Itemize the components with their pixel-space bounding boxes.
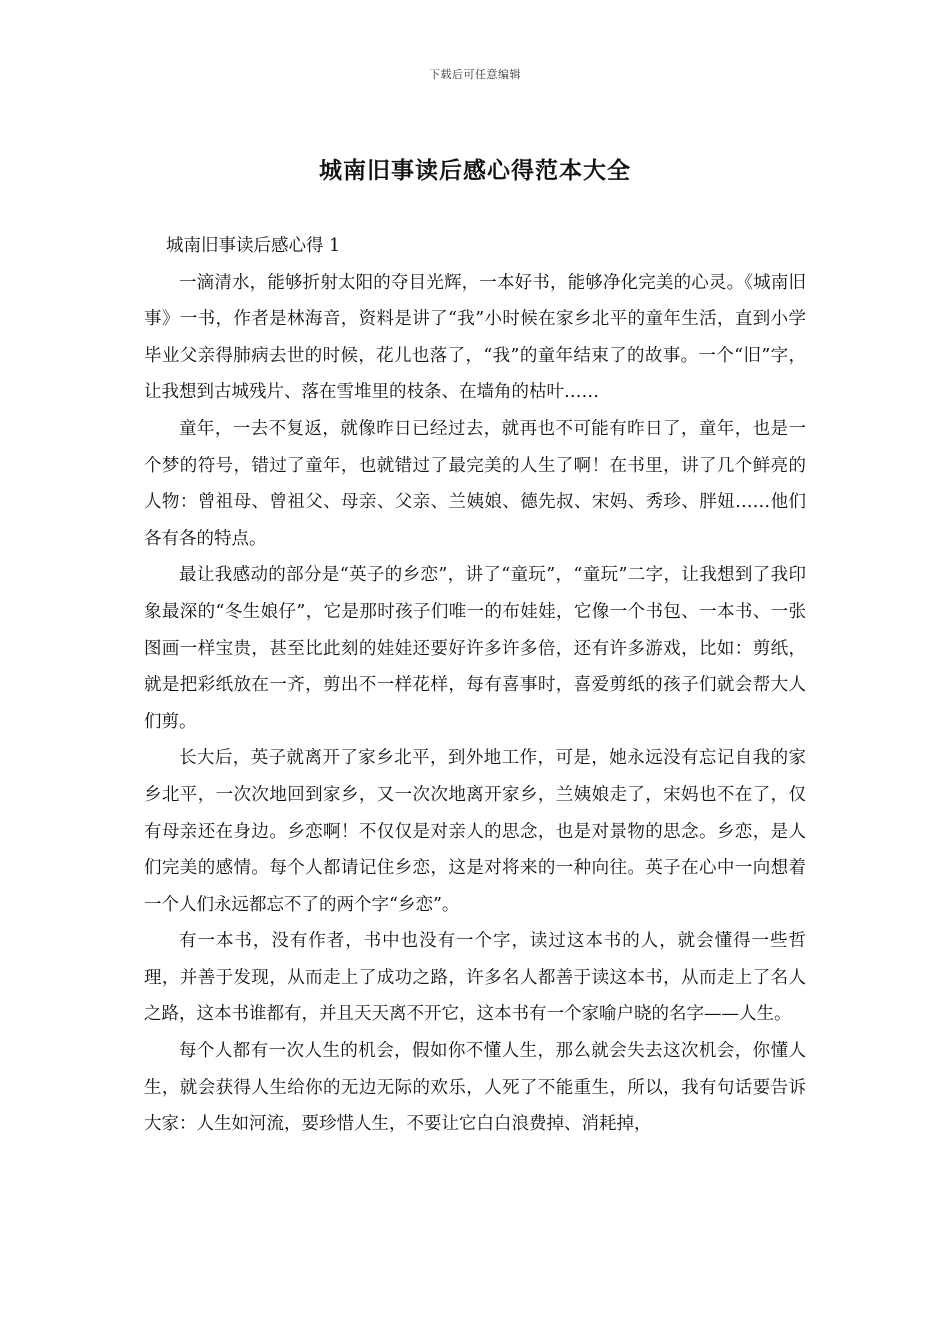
- document-title: 城南旧事读后感心得范本大全: [319, 157, 631, 184]
- paragraph: 童年，一去不复返，就像昨日已经过去，就再也不可能有昨日了，童年，也是一个梦的符号，错过了童年，也就错过了最完美的人生了啊！在书里，讲了几个鲜亮的人物：曾祖母、曾祖父、母亲、父亲、兰姨娘、德先叔、宋妈、秀珍、胖妞……他们各有各的特点。: [144, 418, 806, 549]
- paragraph: 长大后，英子就离开了家乡北平，到外地工作，可是，她永远没有忘记自我的家乡北平，一次次地回到家乡，又一次次地离开家乡，兰姨娘走了，宋妈也不在了，仅有母亲还在身边。乡恋啊！不仅仅是对亲人的思念，也是对景物的思念。乡恋，是人们完美的感情。每个人都请记住乡恋，这是对将来的一种向往。英子在心中一向想着一个人们永远都忘不了的两个字“乡恋”。: [144, 748, 806, 915]
- header-note: 下载后可任意编辑: [429, 68, 521, 81]
- paragraph: 每个人都有一次人生的机会，假如你不懂人生，那么就会失去这次机会，你懂人生，就会获得人生给你的无边无际的欢乐，人死了不能重生，所以，我有句话要告诉大家：人生如河流，要珍惜人生，不要让它白白浪费掉、消耗掉，: [144, 1041, 806, 1135]
- document-body: [144, 228, 806, 1143]
- paragraph: 有一本书，没有作者，书中也没有一个字，读过这本书的人，就会懂得一些哲理，并善于发现，从而走上了成功之路，许多名人都善于读这本书，从而走上了名人之路，这本书谁都有，并且天天离不开它，这本书有一个家喻户晓的名字——人生。: [144, 931, 806, 1025]
- paragraph: 一滴清水，能够折射太阳的夺目光辉，一本好书，能够净化完美的心灵。《城南旧事》一书，作者是林海音，资料是讲了“我”小时候在家乡北平的童年生活，直到小学毕业父亲得肺病去世的时候，花儿也落了，“我”的童年结束了的故事。一个“旧”字，让我想到古城残片、落在雪堆里的枝条、在墙角的枯叶……: [144, 272, 806, 403]
- paragraph: 最让我感动的部分是“英子的乡恋”，讲了“童玩”，“童玩”二字，让我想到了我印象最深的“冬生娘仔”，它是那时孩子们唯一的布娃娃，它像一个书包、一本书、一张图画一样宝贵，甚至比此刻的娃娃还要好许多许多倍，还有许多游戏，比如：剪纸，就是把彩纸放在一齐，剪出不一样花样，每有喜事时，喜爱剪纸的孩子们就会帮大人们剪。: [144, 565, 806, 732]
- section-subtitle: 城南旧事读后感心得 1: [166, 236, 341, 256]
